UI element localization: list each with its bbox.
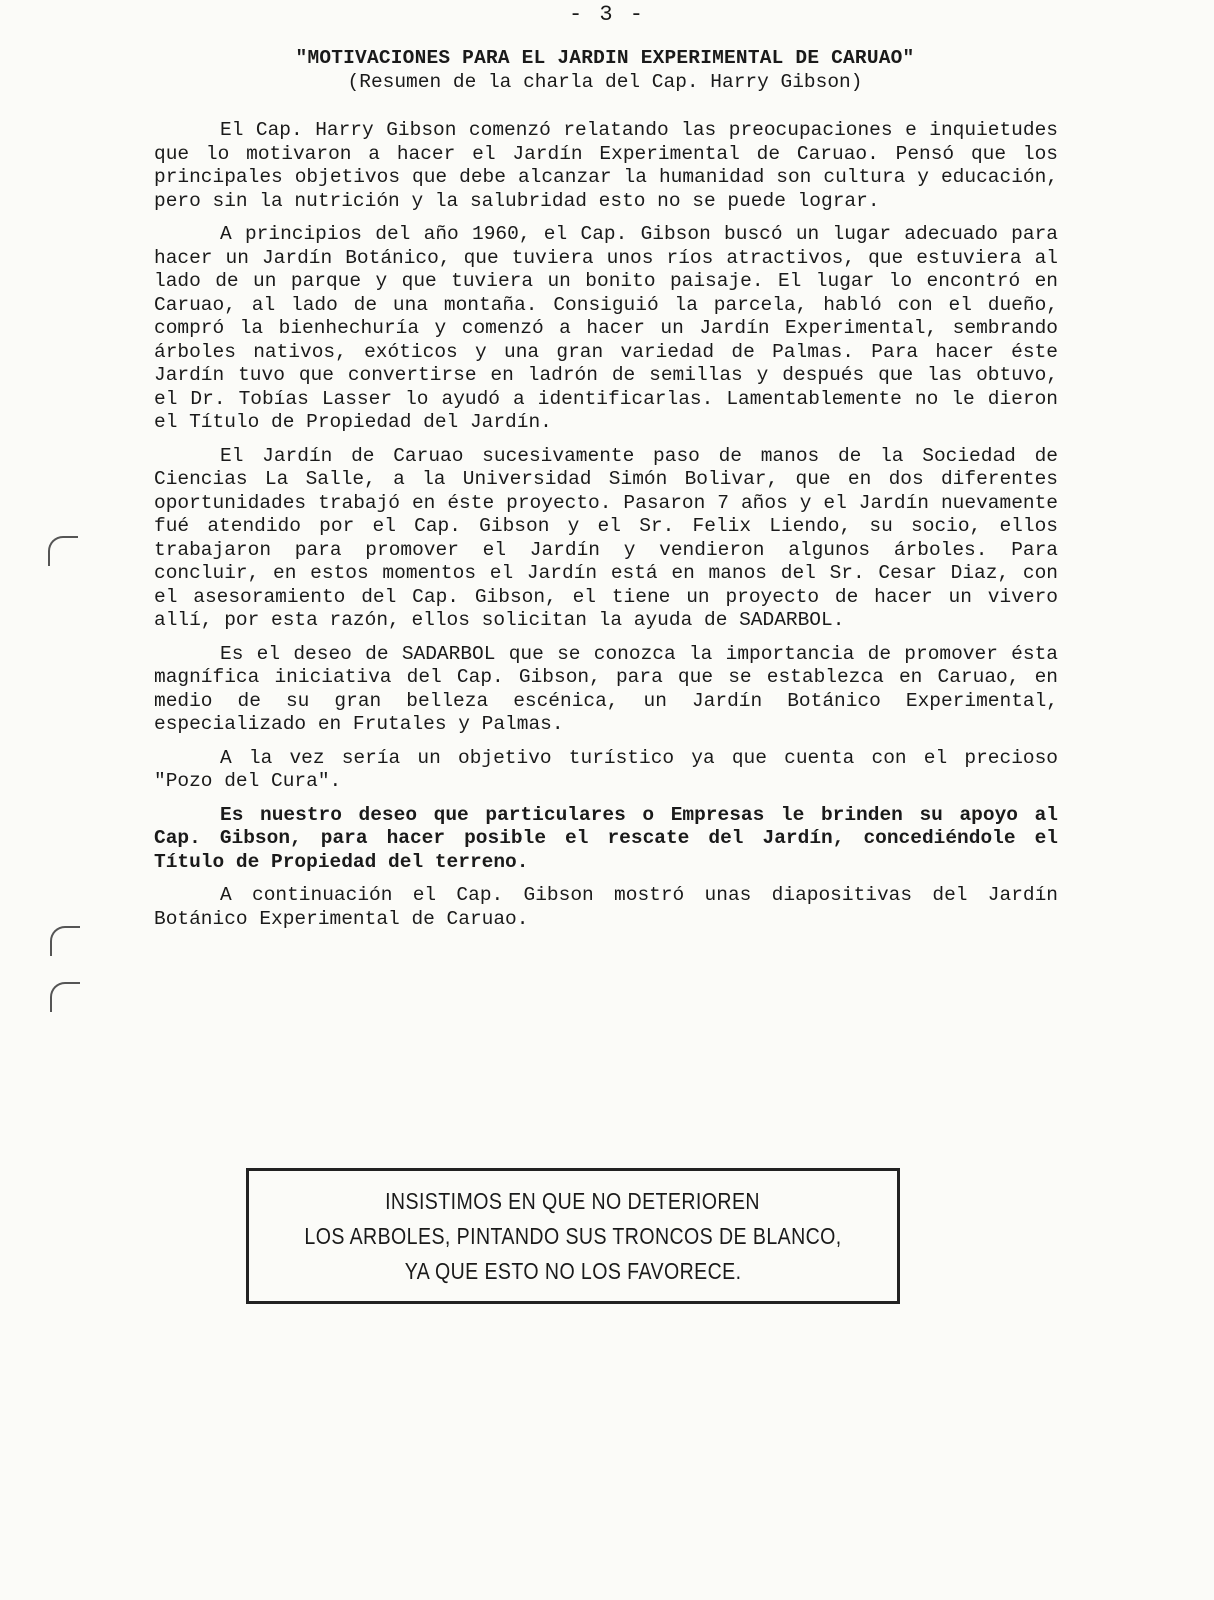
article-subtitle: (Resumen de la charla del Cap. Harry Gibson): [347, 71, 863, 93]
paragraph-ownership: El Jardín de Caruao sucesivamente paso de manos de la Sociedad de Ciencias La Salle, a la Universidad Simón Bolivar, que en dos diferentes oportunidades trabajó en éste proyecto. Pasaron 7 años y el Jardín nuevamente fué atendido por el Cap. Gibson y el Sr. Felix Liendo, su socio, ellos trabajaron para promover el Jardín y vendieron algunos árboles. Para concluir, en estos momentos el Jardín está en manos del Sr. Cesar Diaz, con el asesoramiento del Cap. Gibson, el tiene un proyecto de hacer un vivero allí, por esta razón, ellos solicitan la ayuda de SADARBOL.: [154, 444, 1058, 631]
article-body: [154, 119, 1058, 941]
paragraph-history: A principios del año 1960, el Cap. Gibson buscó un lugar adecuado para hacer un Jardín Botánico, que tuviera unos ríos atractivos, que estuviera al lado de un parque y que tuviera un bonito paisaje. El lugar lo encontró en Caruao, al lado de una montaña. Consiguió la parcela, habló con el dueño, compró la bienhechuría y comenzó a hacer un Jardín Experimental, sembrando árboles nativos, exóticos y una gran variedad de Palmas. Para hacer éste Jardín tuvo que convertirse en ladrón de semillas y después que las obtuvo, el Dr. Tobías Lasser lo ayudó a identificarlas. Lamentablemente no le dieron el Título de Propiedad del Jardín.: [154, 223, 1058, 433]
paragraph-sadarbol-wish: Es el deseo de SADARBOL que se conozca la importancia de promover ésta magnífica iniciativa del Cap. Gibson, para que se establezca en Caruao, en medio de su gran belleza escénica, un Jardín Botánico Experimental, especializado en Frutales y Palmas.: [154, 642, 1058, 735]
notice-line: INSISTIMOS EN QUE NO DETERIOREN: [385, 1187, 761, 1214]
notice-line: LOS ARBOLES, PINTANDO SUS TRONCOS DE BLANCO,: [304, 1222, 842, 1249]
paragraph-intro: El Cap. Harry Gibson comenzó relatando las preocupaciones e inquietudes que lo motivaron a hacer el Jardín Experimental de Caruao. Pensó que los principales objetivos que debe alcanzar la humanidad son cultura y educación, pero sin la nutrición y la salubridad esto no se puede lograr.: [154, 119, 1058, 212]
notice-box: [246, 1168, 900, 1304]
title-block: [150, 46, 1060, 94]
punch-hole-mark: [48, 536, 78, 566]
page-number: - 3 -: [568, 2, 645, 27]
paragraph-tourism: A la vez sería un objetivo turístico ya que cuenta con el precioso "Pozo del Cura".: [154, 746, 1058, 792]
article-title: "MOTIVACIONES PARA EL JARDIN EXPERIMENTAL DE CARUAO": [295, 47, 915, 69]
notice-line: YA QUE ESTO NO LOS FAVORECE.: [404, 1257, 742, 1284]
paragraph-slides: A continuación el Cap. Gibson mostró unas diapositivas del Jardín Botánico Experimental de Caruao.: [154, 884, 1058, 930]
punch-hole-mark: [50, 982, 80, 1012]
punch-hole-mark: [50, 926, 80, 956]
paragraph-appeal: Es nuestro deseo que particulares o Empresas le brinden su apoyo al Cap. Gibson, para hacer posible el rescate del Jardín, concediéndole el Título de Propiedad del terreno.: [154, 803, 1058, 873]
